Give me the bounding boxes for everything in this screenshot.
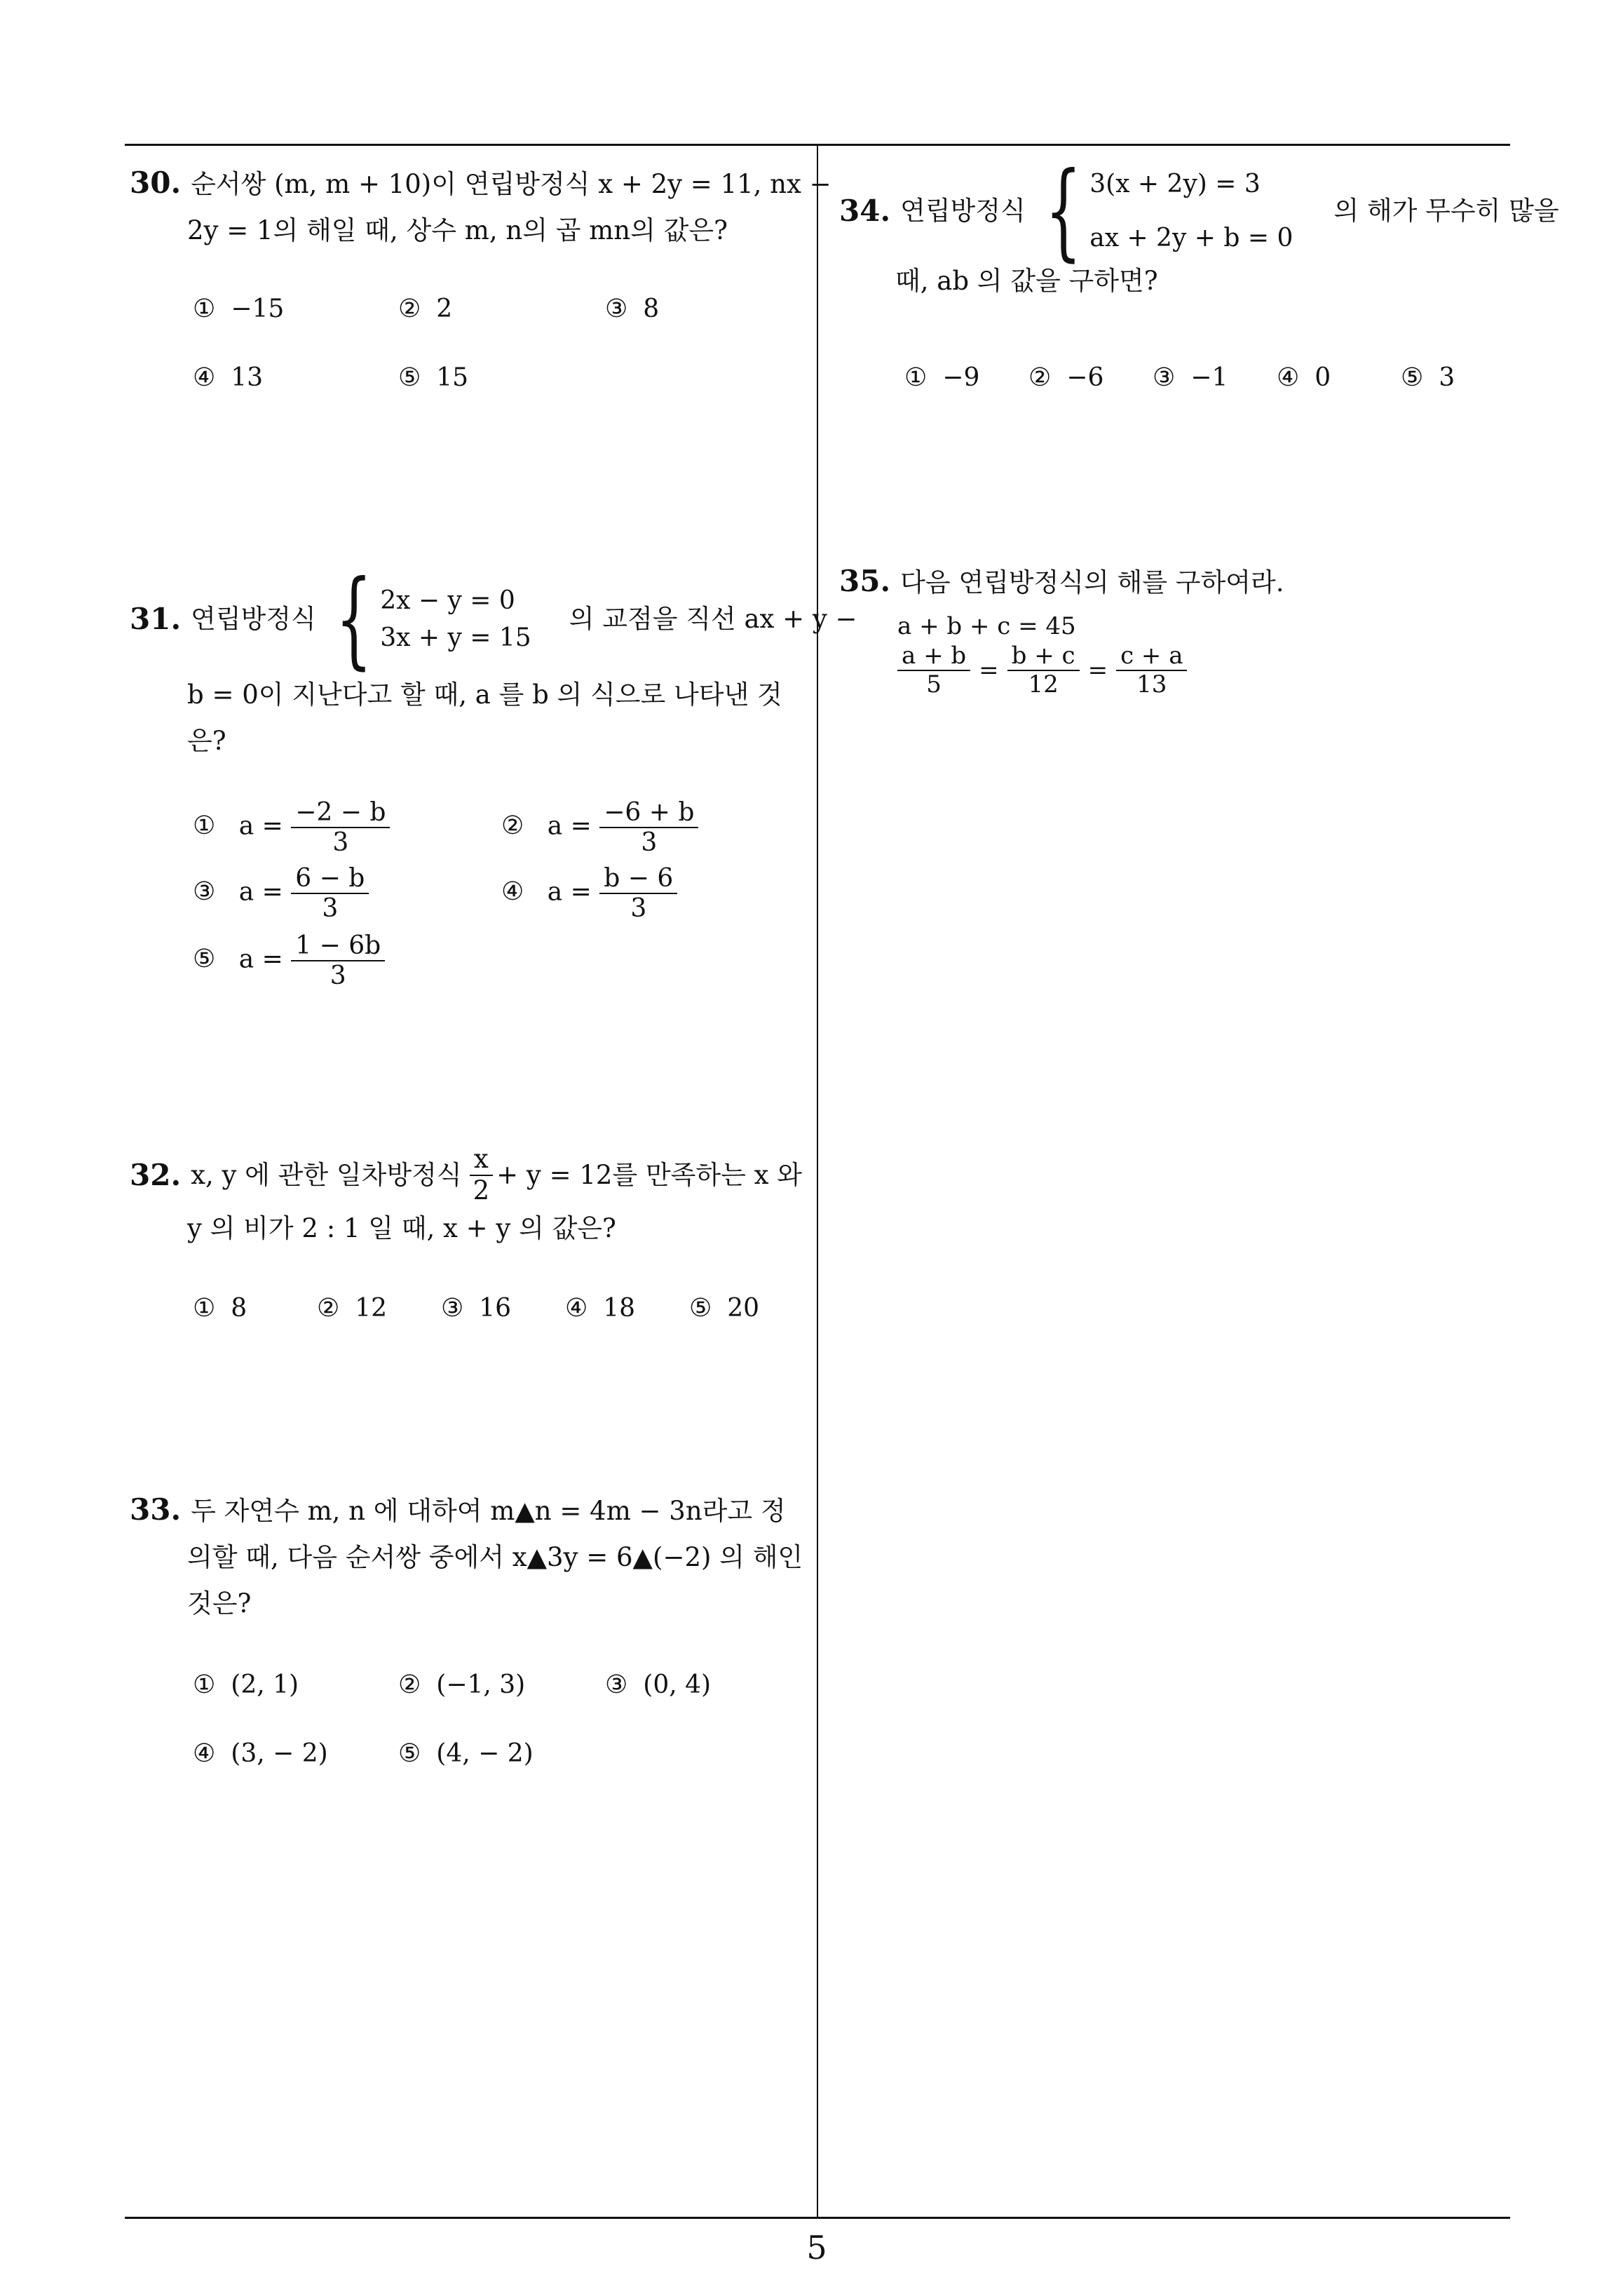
choice-text: (4, − 2) (436, 1739, 534, 1768)
question-34 (839, 150, 1559, 304)
question-31-line3: 은? (187, 726, 226, 756)
choice-mark: ⑤ (1401, 363, 1424, 392)
choice-mark: ② (501, 811, 524, 841)
choice-32-2[interactable] (317, 1294, 387, 1323)
question-35-line1 (839, 558, 1505, 606)
choice-text: 0 (1315, 363, 1331, 392)
choice-mark: ① (193, 1670, 216, 1699)
choice-text: (0, 4) (643, 1670, 712, 1699)
equation-ratios (897, 642, 1187, 698)
choice-text: (3, − 2) (231, 1739, 328, 1768)
ratio-fraction-2 (1007, 642, 1080, 698)
question-33-line3: 것은? (187, 1588, 252, 1619)
choice-fraction (291, 931, 385, 991)
question-31-post: 의 교점을 직선 ax + y − (569, 604, 857, 634)
question-34-line1 (839, 150, 1559, 272)
choice-mark: ② (398, 1670, 421, 1699)
ratio-fraction-1 (897, 642, 970, 698)
choice-text: (2, 1) (231, 1670, 299, 1699)
choice-mark: ② (398, 295, 421, 323)
choice-lhs: a = (547, 877, 592, 907)
fraction-denominator: 3 (330, 961, 346, 991)
choice-text: −1 (1190, 363, 1228, 392)
choice-text: −15 (231, 295, 285, 323)
choice-31-5[interactable] (193, 931, 385, 991)
choice-fraction (291, 798, 390, 858)
equals-sign: = (1087, 656, 1108, 685)
question-31-line2: b = 0이 지난다고 할 때, a 를 b 의 식으로 나타낸 것 (187, 680, 782, 710)
question-31-number: 31. (130, 602, 182, 636)
choice-mark: ④ (501, 877, 524, 907)
equation-stack (380, 586, 531, 653)
choice-mark: ⑤ (193, 945, 216, 974)
question-30-text1: 순서쌍 (m, m + 10)이 연립방정식 x + 2y = 11, nx − (191, 169, 831, 199)
choice-mark: ④ (565, 1294, 588, 1323)
choice-lhs: a = (238, 811, 283, 841)
fraction-denominator: 3 (630, 894, 647, 924)
choice-mark: ③ (1153, 363, 1176, 392)
question-32-fraction (469, 1144, 494, 1206)
question-34-pre: 연립방정식 (900, 196, 1026, 226)
choice-30-1[interactable] (193, 295, 284, 323)
question-30 (130, 160, 831, 254)
question-34-line2: 때, ab 의 값을 구하면? (895, 266, 1158, 296)
choice-fraction (599, 798, 698, 858)
fraction-numerator: b + c (1007, 642, 1080, 671)
choice-30-4[interactable] (193, 363, 263, 392)
equation-2: 3x + y = 15 (380, 623, 531, 652)
page-number: 5 (806, 2229, 827, 2267)
column-divider (817, 144, 818, 2217)
question-31-pre: 연립방정식 (191, 604, 316, 634)
choice-30-2[interactable] (398, 295, 452, 323)
choice-text: (−1, 3) (436, 1670, 526, 1699)
choice-32-4[interactable] (565, 1294, 635, 1323)
equation-2: ax + 2y + b = 0 (1089, 224, 1293, 252)
bottom-rule (125, 2217, 1510, 2219)
choice-lhs: a = (238, 877, 283, 907)
fraction-numerator: b − 6 (599, 864, 677, 894)
choice-34-1[interactable] (904, 363, 979, 392)
equation-system-34 (1030, 150, 1293, 272)
question-33 (130, 1487, 803, 1627)
fraction-numerator: 6 − b (291, 864, 369, 894)
question-33-number: 33. (130, 1492, 182, 1527)
choice-text: 8 (231, 1294, 247, 1323)
choice-fraction (291, 864, 369, 924)
choice-31-1[interactable] (193, 798, 390, 858)
choice-31-4[interactable] (501, 864, 677, 924)
choice-mark: ⑤ (398, 363, 421, 392)
question-32-line2: y 의 비가 2 : 1 일 때, x + y 의 값은? (187, 1213, 616, 1244)
fraction-numerator: c + a (1116, 642, 1187, 671)
choice-text: 15 (436, 363, 469, 392)
choice-33-1[interactable] (193, 1670, 299, 1699)
choice-34-4[interactable] (1277, 363, 1331, 392)
brace-glyph: { (335, 558, 372, 680)
choice-mark: ① (904, 363, 928, 392)
question-34-post: 의 해가 무수히 많을 (1333, 196, 1559, 226)
fraction-numerator: −6 + b (599, 798, 698, 828)
question-33-line2: 의할 때, 다음 순서쌍 중에서 x▲3y = 6▲(−2) 의 해인 (187, 1542, 803, 1572)
question-35-number: 35. (839, 564, 891, 598)
choice-mark: ⑤ (689, 1294, 712, 1323)
fraction-numerator: a + b (897, 642, 970, 671)
choice-31-2[interactable] (501, 798, 698, 858)
question-30-line2: 2y = 1의 해일 때, 상수 m, n의 곱 mn의 값은? (187, 215, 728, 245)
choice-text: 20 (727, 1294, 760, 1323)
question-32-pre: x, y 에 관한 일차방정식 (191, 1159, 462, 1190)
choice-33-2[interactable] (398, 1670, 525, 1699)
fraction-numerator: x (470, 1144, 493, 1176)
choice-34-2[interactable] (1028, 363, 1103, 392)
choice-34-5[interactable] (1401, 363, 1455, 392)
choice-32-5[interactable] (689, 1294, 759, 1323)
equation-system-31 (320, 558, 531, 680)
equation-1: 2x − y = 0 (380, 586, 515, 615)
choice-mark: ② (317, 1294, 340, 1323)
question-35-equations (897, 610, 1187, 698)
fraction-numerator: 1 − 6b (291, 931, 385, 961)
choice-lhs: a = (238, 945, 283, 974)
question-32-line1 (130, 1144, 803, 1206)
choice-text: 3 (1439, 363, 1455, 392)
choice-30-5[interactable] (398, 363, 468, 392)
ratio-fraction-3 (1116, 642, 1187, 698)
choice-text: 12 (355, 1294, 388, 1323)
choice-mark: ① (193, 811, 216, 841)
choice-text: 13 (231, 363, 264, 392)
choice-text: 8 (643, 295, 660, 323)
question-32-post: + y = 12를 만족하는 x 와 (496, 1159, 803, 1190)
choice-text: 2 (436, 295, 453, 323)
choice-33-5[interactable] (398, 1739, 534, 1768)
choice-31-3[interactable] (193, 864, 369, 924)
choice-fraction (599, 864, 677, 924)
question-31-line1 (130, 558, 857, 680)
question-35 (839, 558, 1505, 606)
question-30-number: 30. (130, 166, 182, 200)
choice-mark: ④ (193, 363, 216, 392)
brace-glyph: { (1045, 150, 1082, 272)
question-35-text1: 다음 연립방정식의 해를 구하여라. (900, 567, 1284, 597)
fraction-denominator: 2 (473, 1175, 490, 1206)
question-33-line1 (130, 1487, 803, 1534)
choice-text: 16 (479, 1294, 512, 1323)
fraction-denominator: 3 (322, 894, 339, 924)
choice-text: −9 (942, 363, 980, 392)
choice-lhs: a = (547, 811, 592, 841)
choice-mark: ③ (193, 877, 216, 907)
fraction-denominator: 3 (332, 828, 349, 858)
choice-mark: ⑤ (398, 1739, 421, 1768)
choice-mark: ① (193, 295, 216, 323)
choice-32-1[interactable] (193, 1294, 247, 1323)
choice-30-3[interactable] (605, 295, 659, 323)
choice-text: 18 (603, 1294, 636, 1323)
question-34-number: 34. (839, 194, 891, 228)
choice-mark: ④ (1277, 363, 1300, 392)
choice-33-3[interactable] (605, 1670, 711, 1699)
question-30-line1 (130, 160, 831, 208)
fraction-denominator: 12 (1028, 670, 1059, 699)
choice-mark: ④ (193, 1739, 216, 1768)
fraction-denominator: 3 (641, 828, 658, 858)
fraction-denominator: 5 (926, 670, 942, 699)
equation-stack (1089, 169, 1293, 253)
choice-mark: ② (1028, 363, 1052, 392)
choice-mark: ③ (605, 295, 628, 323)
choice-mark: ① (193, 1294, 216, 1323)
equation-sum: a + b + c = 45 (897, 612, 1076, 640)
question-31 (130, 558, 857, 764)
choice-33-4[interactable] (193, 1739, 328, 1768)
choice-34-3[interactable] (1153, 363, 1228, 392)
equals-sign: = (979, 656, 999, 685)
choice-mark: ③ (605, 1670, 628, 1699)
question-32 (130, 1144, 803, 1252)
question-32-number: 32. (130, 1157, 182, 1192)
choice-text: −6 (1066, 363, 1104, 392)
fraction-numerator: −2 − b (291, 798, 390, 828)
choice-mark: ③ (441, 1294, 464, 1323)
fraction-denominator: 13 (1136, 670, 1167, 699)
question-33-text1: 두 자연수 m, n 에 대하여 m▲n = 4m − 3n라고 정 (191, 1496, 786, 1526)
equation-1: 3(x + 2y) = 3 (1089, 169, 1261, 198)
choice-32-3[interactable] (441, 1294, 511, 1323)
